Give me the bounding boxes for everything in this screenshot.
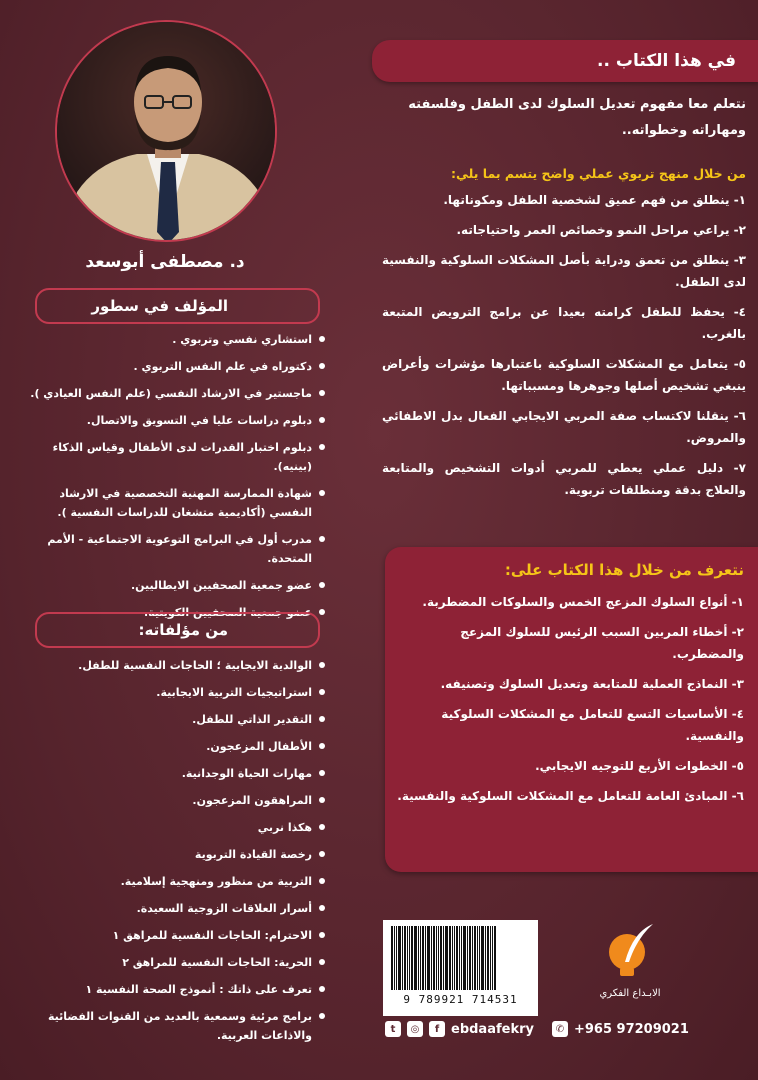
- list-item: ٣- ينطلق من تعمق ودراية بأصل المشكلات السلوكية والنفسية لدى الطفل.: [382, 253, 746, 289]
- instagram-icon[interactable]: ◎: [407, 1021, 423, 1037]
- list-item: ٦- المبادئ العامة للتعامل مع المشكلات السلوكية والنفسية.: [397, 789, 744, 803]
- phone-number[interactable]: +965 97209021: [573, 1021, 689, 1037]
- contact-bar: [385, 1018, 745, 1040]
- list-item: الأطفال المزعجون.: [20, 737, 328, 756]
- barcode-bar: [418, 926, 419, 990]
- author-name: د. مصطفى أبوسعد: [85, 252, 245, 272]
- learn-heading: نتعرف من خلال هذا الكتاب على:: [504, 561, 744, 579]
- book-summary-column: [372, 40, 758, 509]
- in-this-book-banner: في هذا الكتاب ..: [372, 40, 758, 82]
- barcode-bar: [404, 926, 406, 990]
- list-item: الحرية: الحاجات النفسية للمراهق ٢: [20, 953, 328, 972]
- barcode-bar: [492, 926, 493, 990]
- list-item: ٤- يحفظ للطفل كرامته بعيدا عن برامج الترويض المتبعة بالغرب.: [382, 305, 746, 341]
- social-handle[interactable]: ebdaafekry: [451, 1021, 534, 1037]
- bio-list: [20, 330, 328, 630]
- barcode-bar: [409, 926, 410, 990]
- barcode-bar: [481, 926, 484, 990]
- barcode-bar: [449, 926, 451, 990]
- list-item: ١- ينطلق من فهم عميق لشخصية الطفل ومكوناتها.: [443, 193, 746, 207]
- barcode-bar: [456, 926, 458, 990]
- list-item: ٤- الأساسيات التسع للتعامل مع المشكلات السلوكية والنفسية.: [441, 707, 744, 743]
- barcode-bar: [461, 926, 462, 990]
- barcode-bar: [402, 926, 403, 990]
- barcode-bar: [477, 926, 478, 990]
- publisher-logo: [585, 922, 675, 999]
- list-item: المراهقون المزعجون.: [20, 791, 328, 810]
- barcode-bar: [485, 926, 486, 990]
- list-item: برامج مرئية وسمعية بالعديد من القنوات الفضائية والاذاعات العربية.: [20, 1007, 328, 1045]
- list-item: شهادة الممارسة المهنية التخصصية في الارشاد النفسي (أكاديمية متشغان للدراسات النفسية ).: [20, 484, 328, 522]
- barcode-bar: [431, 926, 432, 990]
- list-item: عضو جمعية الصحفيين الايطاليين.: [20, 576, 328, 595]
- barcode-bar: [467, 926, 468, 990]
- list-item: عضو جمعية الصحفيين الكويتية.: [20, 603, 328, 622]
- barcode-bar: [472, 926, 473, 990]
- intro-text: نتعلم معا مفهوم تعديل السلوك لدى الطفل وفلسفته ومهاراته وخطواته..: [408, 97, 746, 138]
- barcode-bar: [454, 926, 455, 990]
- barcode-bar: [452, 926, 453, 990]
- barcode-bar: [391, 926, 393, 990]
- list-item: استراتيجيات التربية الايجابية.: [20, 683, 328, 702]
- barcode-bar: [420, 926, 421, 990]
- barcode-bar: [425, 926, 426, 990]
- list-item: ٥- يتعامل مع المشكلات السلوكية باعتبارها مؤشرات وأعراض ينبغي تشخيص أصلها وجوهرها ومسبباتها.: [382, 357, 746, 393]
- barcode-bar: [459, 926, 460, 990]
- barcode-bar: [490, 926, 491, 990]
- list-item: أسرار العلاقات الزوجية السعيدة.: [20, 899, 328, 918]
- works-list: [20, 656, 328, 1053]
- barcode-bar: [422, 926, 424, 990]
- barcode-bar: [463, 926, 466, 990]
- list-item: دكتوراه في علم النفس التربوي .: [20, 357, 328, 376]
- quill-bulb-logo-icon: [603, 922, 657, 982]
- list-item: هكذا نربي: [20, 818, 328, 837]
- list-item: مدرب أول في البرامج التوعوية الاجتماعية - الأمم المتحدة.: [20, 530, 328, 568]
- barcode-bar: [474, 926, 476, 990]
- barcode-bar: [396, 926, 397, 990]
- whatsapp-icon[interactable]: ✆: [552, 1021, 568, 1037]
- barcode: [383, 920, 538, 1016]
- list-item: ٢- أخطاء المربين السبب الرئيس للسلوك المزعج والمضطرب.: [460, 625, 744, 661]
- approach-heading: من خلال منهج تربوي عملي واضح يتسم بما يلي:: [450, 166, 746, 181]
- barcode-bar: [438, 926, 439, 990]
- list-item: ١- أنواع السلوك المزعج الخمس والسلوكات المضطربة.: [422, 595, 744, 609]
- twitter-icon[interactable]: t: [385, 1021, 401, 1037]
- barcode-bar: [407, 926, 408, 990]
- author-portrait-icon: [57, 22, 277, 242]
- barcode-bar: [414, 926, 417, 990]
- publisher-name: الابـداع الفكري: [599, 988, 661, 999]
- learn-list: [395, 591, 744, 807]
- barcode-bar: [469, 926, 471, 990]
- list-item: دبلوم دراسات عليا في التسويق والاتصال.: [20, 411, 328, 430]
- bio-heading: المؤلف في سطور: [35, 288, 320, 324]
- barcode-bars: [391, 926, 530, 990]
- list-item: ماجستير في الارشاد النفسي (علم النفس العيادي ).: [20, 384, 328, 403]
- isbn-number: 9 789921 714531: [403, 993, 518, 1006]
- barcode-bar: [436, 926, 437, 990]
- list-item: ٣- النماذج العملية للمتابعة وتعديل السلوك وتصنيفه.: [440, 677, 744, 691]
- author-photo: [55, 20, 277, 242]
- barcode-bar: [411, 926, 413, 990]
- list-item: تعرف على ذاتك : أنموذج الصحة النفسية ١: [20, 980, 328, 999]
- list-item: ٧- دليل عملي يعطي للمربي أدوات التشخيص والمتابعة والعلاج بدقة ومنطلقات تربوية.: [382, 461, 746, 497]
- list-item: الوالدية الايجابية ؛ الحاجات النفسية للطفل.: [20, 656, 328, 675]
- barcode-bar: [445, 926, 448, 990]
- facebook-icon[interactable]: f: [429, 1021, 445, 1037]
- learn-panel: [385, 547, 758, 872]
- list-item: الاحترام: الحاجات النفسية للمراهق ١: [20, 926, 328, 945]
- list-item: استشاري نفسي وتربوي .: [20, 330, 328, 349]
- barcode-bar: [398, 926, 401, 990]
- barcode-bar: [433, 926, 435, 990]
- list-item: ٦- ينقلنا لاكتساب صفة المربي الايجابي الفعال بدل الاطفائي والمروض.: [382, 409, 746, 445]
- list-item: ٢- يراعي مراحل النمو وخصائص العمر واحتياجاته.: [456, 223, 746, 237]
- barcode-bar: [479, 926, 480, 990]
- works-heading: من مؤلفاته:: [35, 612, 320, 648]
- list-item: التقدير الذاتي للطفل.: [20, 710, 328, 729]
- barcode-bar: [487, 926, 489, 990]
- list-item: مهارات الحياة الوجدانية.: [20, 764, 328, 783]
- barcode-bar: [440, 926, 442, 990]
- barcode-bar: [394, 926, 395, 990]
- barcode-bar: [427, 926, 430, 990]
- list-item: ٥- الخطوات الأربع للتوجيه الايجابي.: [535, 759, 744, 773]
- list-item: التربية من منظور ومنهجية إسلامية.: [20, 872, 328, 891]
- barcode-bar: [443, 926, 444, 990]
- list-item: دبلوم اختبار القدرات لدى الأطفال وقياس الذكاء (بينيه).: [20, 438, 328, 476]
- approach-list: [372, 189, 758, 501]
- barcode-bar: [494, 926, 496, 990]
- list-item: رخصة القيادة التربوية: [20, 845, 328, 864]
